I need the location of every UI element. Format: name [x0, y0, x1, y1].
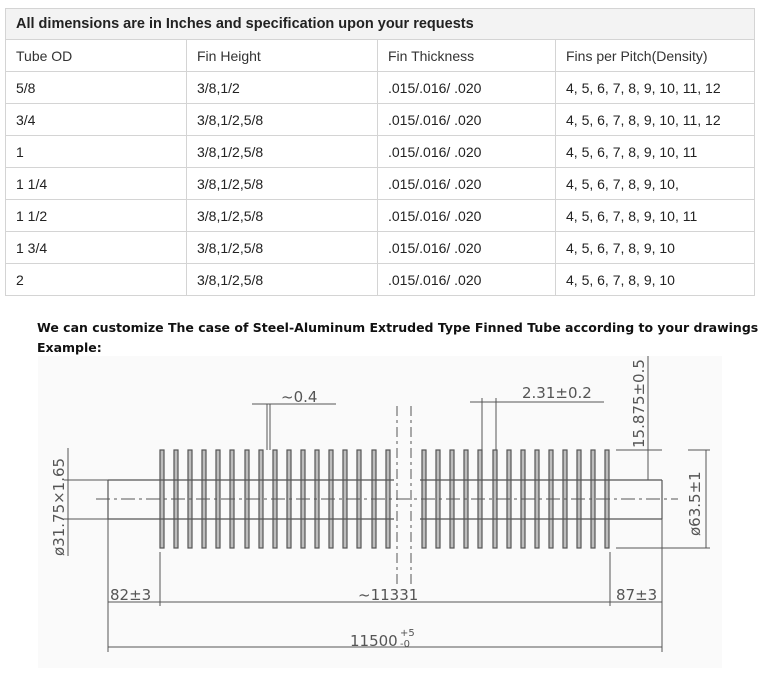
- cell-tube-od: 1: [6, 136, 187, 168]
- fin-height-label: 15.875±0.5: [630, 359, 648, 448]
- drawing-svg: [38, 356, 722, 668]
- table-row: [6, 168, 755, 200]
- table-row: [6, 264, 755, 296]
- cell-density: 4, 5, 6, 7, 8, 9, 10, 11, 12: [556, 72, 755, 104]
- cell-fin-thickness: .015/.016/ .020: [378, 232, 556, 264]
- table-caption-row: [6, 9, 755, 40]
- cell-fin-thickness: .015/.016/ .020: [378, 264, 556, 296]
- fin: [535, 450, 539, 548]
- cell-fin-thickness: .015/.016/ .020: [378, 168, 556, 200]
- table-row: [6, 232, 755, 264]
- cell-fin-height: 3/8,1/2,5/8: [187, 104, 378, 136]
- cell-fin-thickness: .015/.016/ .020: [378, 200, 556, 232]
- note-line-1: We can customize The case of Steel-Aluminum Extruded Type Finned Tube according to your drawings: [37, 320, 759, 335]
- spec-table: [5, 8, 755, 296]
- fin-thickness-label: ~0.4: [281, 388, 318, 406]
- tube-diameter-dim: [64, 448, 108, 556]
- cell-density: 4, 5, 6, 7, 8, 9, 10: [556, 232, 755, 264]
- fin-thickness-dim: [252, 404, 336, 450]
- cell-fin-thickness: .015/.016/ .020: [378, 72, 556, 104]
- cell-tube-od: 2: [6, 264, 187, 296]
- total-length-tol-lower: -0: [400, 639, 410, 650]
- total-length-tol-upper: +5: [400, 628, 415, 639]
- cell-tube-od: 3/4: [6, 104, 187, 136]
- cell-fin-height: 3/8,1/2,5/8: [187, 232, 378, 264]
- cell-density: 4, 5, 6, 7, 8, 9, 10, 11: [556, 136, 755, 168]
- header-fins-per-pitch: Fins per Pitch(Density): [556, 40, 755, 72]
- right-bare-end-label: 87±3: [616, 586, 658, 604]
- fin: [160, 450, 164, 548]
- cell-fin-height: 3/8,1/2,5/8: [187, 264, 378, 296]
- table-row: [6, 104, 755, 136]
- cell-tube-od: 1 1/2: [6, 200, 187, 232]
- cell-fin-height: 3/8,1/2,5/8: [187, 200, 378, 232]
- cell-fin-height: 3/8,1/2,5/8: [187, 136, 378, 168]
- fin-pitch-label: 2.31±0.2: [522, 384, 592, 402]
- cell-tube-od: 1 3/4: [6, 232, 187, 264]
- cell-tube-od: 1 1/4: [6, 168, 187, 200]
- left-bare-end-label: 82±3: [110, 586, 152, 604]
- total-length-label: 11500: [350, 632, 398, 650]
- header-fin-height: Fin Height: [187, 40, 378, 72]
- cell-density: 4, 5, 6, 7, 8, 9, 10, 11: [556, 200, 755, 232]
- table-caption: All dimensions are in Inches and specification upon your requests: [6, 9, 755, 40]
- cell-fin-thickness: .015/.016/ .020: [378, 136, 556, 168]
- customization-note: [37, 318, 758, 358]
- cell-tube-od: 5/8: [6, 72, 187, 104]
- table-row: [6, 136, 755, 168]
- cell-fin-height: 3/8,1/2: [187, 72, 378, 104]
- cell-density: 4, 5, 6, 7, 8, 9, 10, 11, 12: [556, 104, 755, 136]
- cell-fin-height: 3/8,1/2,5/8: [187, 168, 378, 200]
- table-header-row: [6, 40, 755, 72]
- table-row: [6, 200, 755, 232]
- cell-density: 4, 5, 6, 7, 8, 9, 10,: [556, 168, 755, 200]
- tube-diameter-label: ø31.75×1.65: [50, 457, 68, 556]
- header-fin-thickness: Fin Thickness: [378, 40, 556, 72]
- cell-fin-thickness: .015/.016/ .020: [378, 104, 556, 136]
- fin-outer-diameter-label: ø63.5±1: [686, 471, 704, 536]
- cell-density: 4, 5, 6, 7, 8, 9, 10: [556, 264, 755, 296]
- note-line-2: Example:: [37, 340, 102, 355]
- finned-length-label: ~11331: [358, 586, 419, 604]
- header-tube-od: Tube OD: [6, 40, 187, 72]
- fin-pitch-dim: [470, 398, 604, 450]
- break-lines: [397, 406, 411, 586]
- table-row: [6, 72, 755, 104]
- finned-tube-drawing: [38, 356, 722, 668]
